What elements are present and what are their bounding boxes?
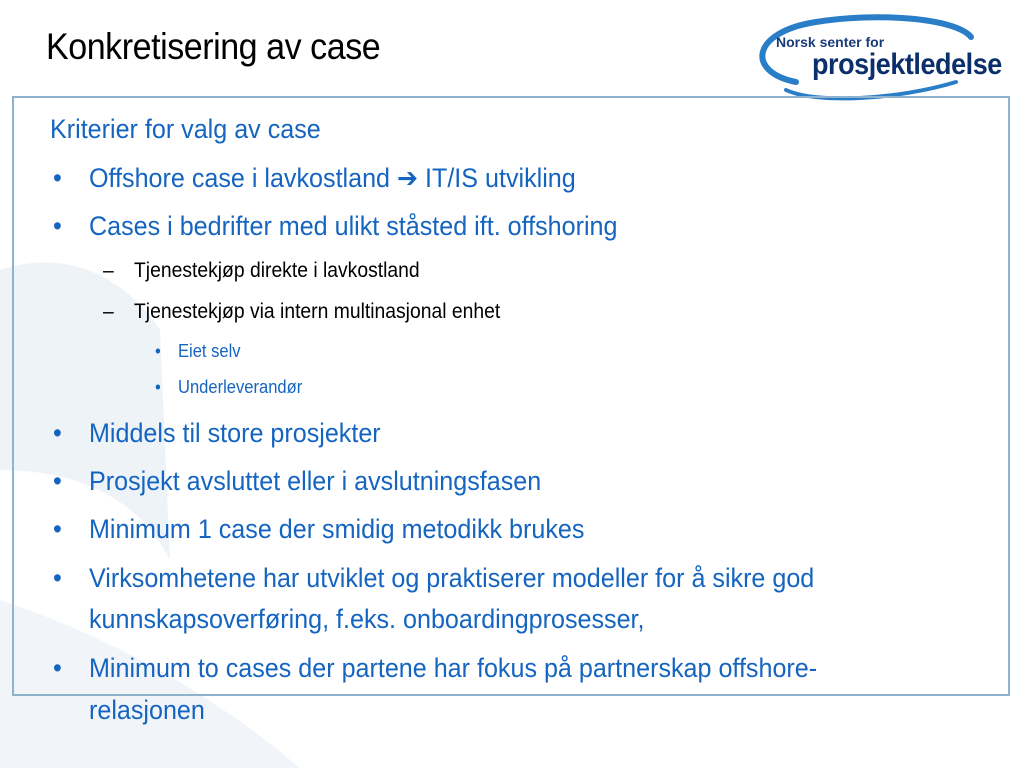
sub-bullet-direct: Tjenestekjøp direkte i lavkostland bbox=[134, 259, 420, 282]
bullet-minimum-1: Minimum 1 case der smidig metodikk brukes bbox=[89, 514, 585, 544]
logo bbox=[756, 12, 1006, 102]
bullet-marker: • bbox=[53, 653, 62, 683]
bullet-marker: • bbox=[53, 514, 62, 544]
bullet-minimum-to-line2: relasjonen bbox=[89, 695, 205, 725]
bullet-offshore-text-end: IT/IS utvikling bbox=[418, 163, 576, 193]
sub-bullet-intern: Tjenestekjøp via intern multinasjonal enhet bbox=[134, 300, 501, 323]
bullet-minimum-to-line1: Minimum to cases der partene har fokus på partnerskap offshore- bbox=[89, 653, 818, 683]
bullet-cases: Cases i bedrifter med ulikt ståsted ift. offshoring bbox=[89, 211, 618, 241]
criteria-heading: Kriterier for valg av case bbox=[50, 114, 321, 144]
bullet-middels: Middels til store prosjekter bbox=[89, 418, 381, 448]
slide-title: Konkretisering av case bbox=[46, 26, 381, 67]
bullet-offshore bbox=[89, 163, 576, 194]
dash-marker: – bbox=[103, 300, 114, 323]
dash-marker: – bbox=[103, 259, 114, 282]
logo-big-text: prosjektledelse bbox=[812, 48, 1002, 81]
bullet-marker: • bbox=[53, 466, 62, 496]
bullet-prosjekt: Prosjekt avsluttet eller i avslutningsfasen bbox=[89, 466, 542, 496]
arrow-right-icon: ➔ bbox=[396, 163, 419, 193]
sub-sub-bullet-eiet: Eiet selv bbox=[178, 341, 241, 361]
bullet-offshore-text: Offshore case i lavkostland bbox=[89, 163, 397, 193]
logo-small-text: Norsk senter for bbox=[776, 34, 885, 50]
bullet-marker: • bbox=[53, 211, 62, 241]
bullet-virksomhetene-line2: kunnskapsoverføring, f.eks. onboardingprosesser, bbox=[89, 604, 645, 634]
small-bullet-marker: • bbox=[155, 341, 161, 361]
bullet-marker: • bbox=[53, 563, 62, 593]
small-bullet-marker: • bbox=[155, 377, 161, 397]
bullet-virksomhetene-line1: Virksomhetene har utviklet og praktiserer modeller for å sikre god bbox=[89, 563, 815, 593]
bullet-marker: • bbox=[53, 418, 62, 448]
sub-sub-bullet-underleverandor: Underleverandør bbox=[178, 377, 303, 397]
bullet-marker: • bbox=[53, 163, 62, 193]
